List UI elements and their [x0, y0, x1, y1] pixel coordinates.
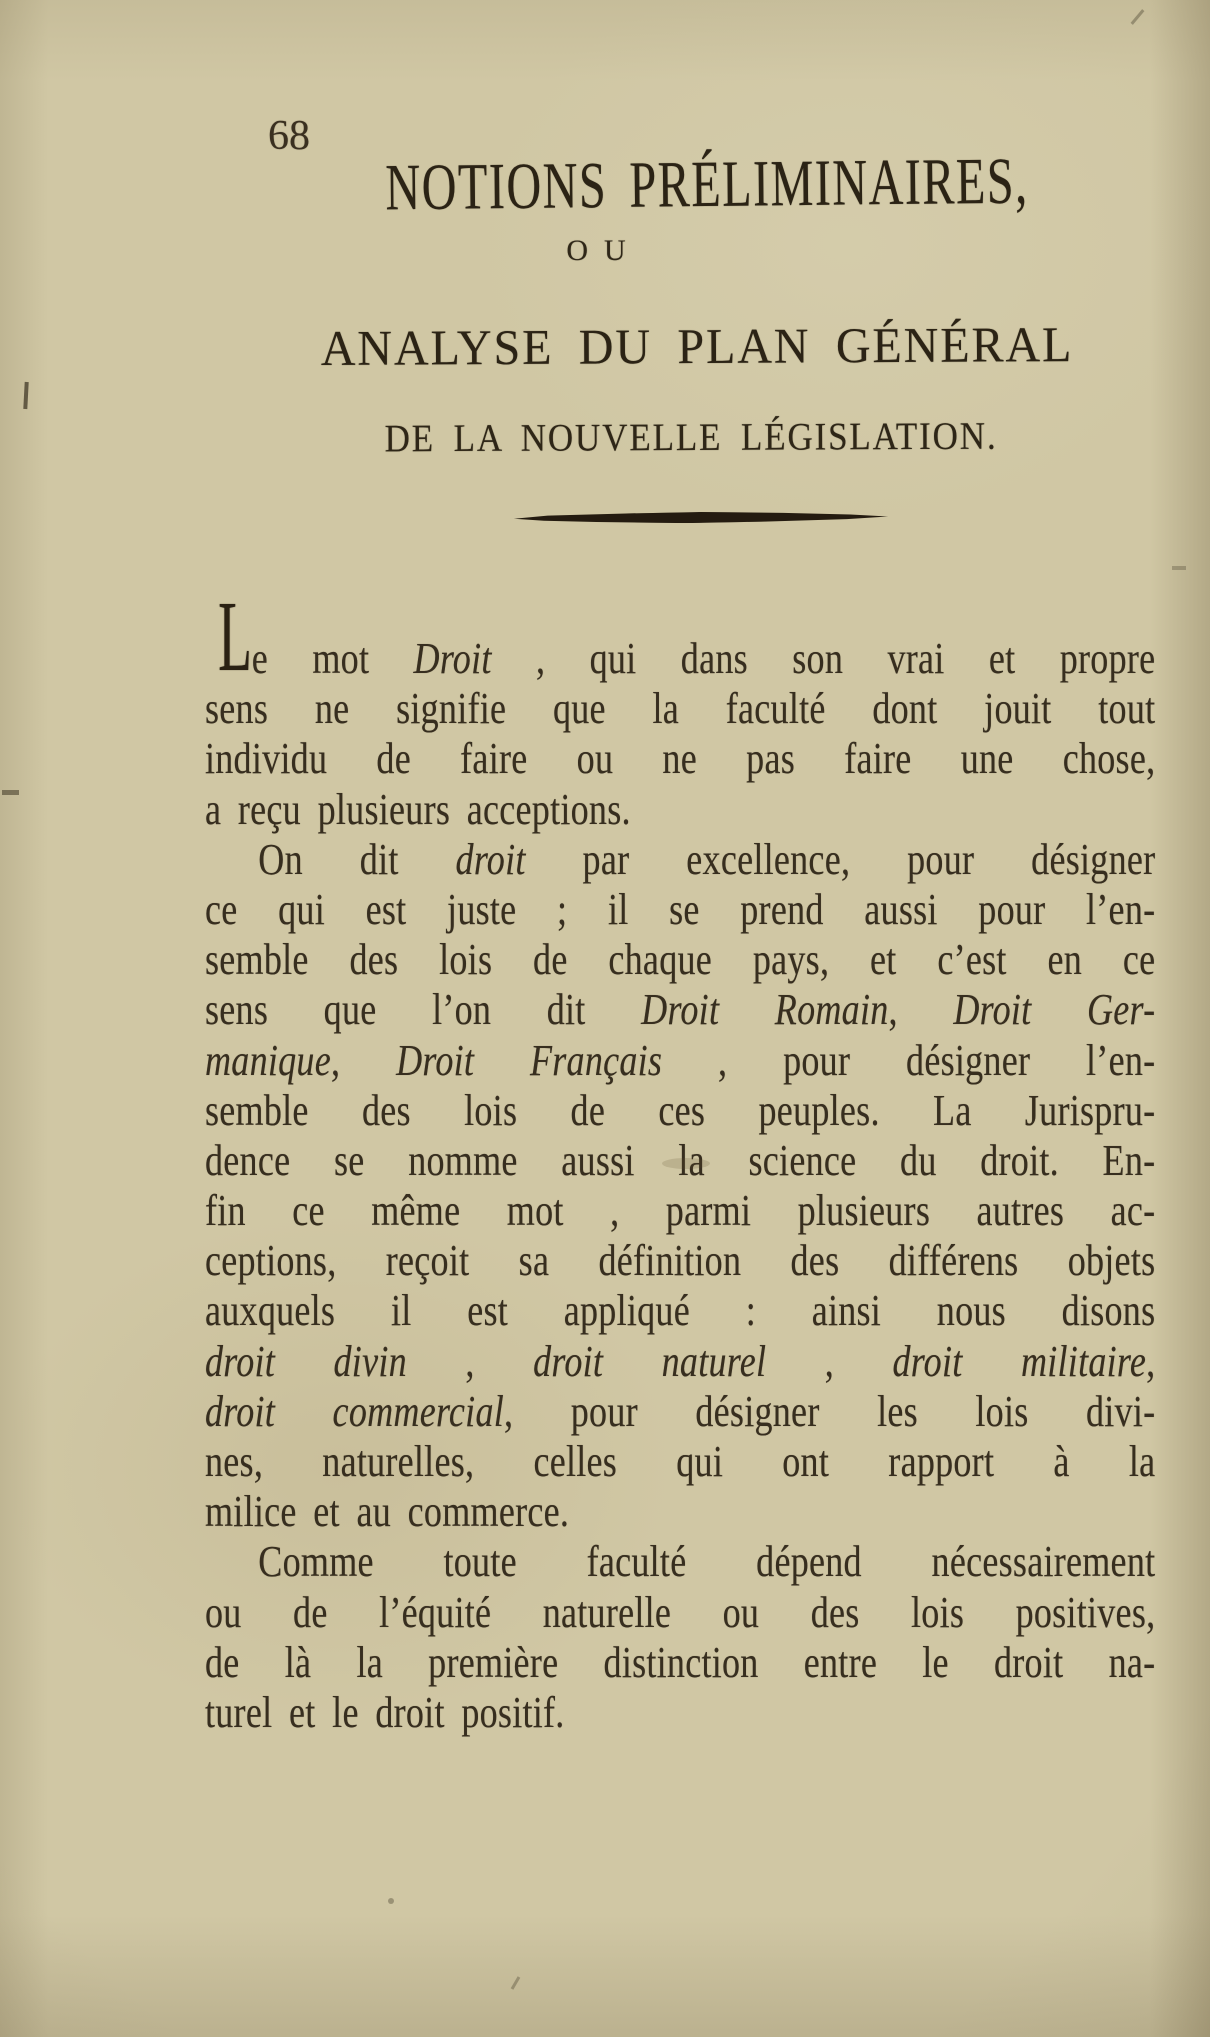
text-line: auxquels il est appliqué : ainsi nous disons — [205, 1286, 1156, 1336]
text-line: On dit droit par excellence, pour désigner — [258, 834, 1156, 884]
scan-smudge — [662, 1158, 710, 1169]
text-line: ou de l’équité naturelle ou des lois positives, — [205, 1587, 1156, 1637]
scan-mark — [1131, 9, 1145, 25]
text-line: a reçu plusieurs acceptions. — [205, 784, 631, 834]
scan-mark — [2, 790, 19, 795]
text-line: turel et le droit positif. — [205, 1687, 565, 1737]
text-line: L e mot Droit , qui dans son vrai et propre — [218, 580, 1156, 692]
text-line: droit commercial, pour désigner les lois divi- — [205, 1386, 1156, 1436]
text-line: fin ce même mot , parmi plusieurs autres ac- — [205, 1186, 1156, 1236]
text-line: manique, Droit Français , pour désigner l’en- — [205, 1035, 1156, 1085]
title-connector: OU — [566, 234, 642, 267]
drop-cap: L — [218, 580, 253, 692]
text-line: ce qui est juste ; il se prend aussi pour l’en- — [205, 884, 1156, 934]
text-line: droit divin , droit naturel , droit militaire, — [205, 1336, 1156, 1386]
page-number: 68 — [268, 113, 310, 159]
text-line: de là la première distinction entre le droit na- — [205, 1637, 1156, 1687]
text-line: individu de faire ou ne pas faire une chose, — [205, 734, 1156, 784]
text-line: sens que l’on dit Droit Romain, Droit Ger- — [205, 985, 1156, 1035]
subtitle: ANALYSE DU PLAN GÉNÉRAL — [320, 316, 1074, 376]
scan-mark — [388, 1898, 394, 1904]
text-line: sens ne signifie que la faculté dont jouit tout — [205, 684, 1156, 734]
text-line: milice et au commerce. — [205, 1487, 570, 1537]
scan-mark — [23, 382, 28, 409]
scan-mark — [1172, 566, 1186, 570]
main-title: NOTIONS PRÉLIMINAIRES, — [385, 144, 1029, 225]
subtitle-secondary: DE LA NOUVELLE LÉGISLATION. — [384, 414, 998, 461]
text-line: dence se nomme aussi la science du droit. En- — [205, 1135, 1156, 1185]
text-line: semble des lois de chaque pays, et c’est en ce — [205, 935, 1156, 985]
ornamental-swelled-rule — [514, 511, 888, 524]
text-line: Comme toute faculté dépend nécessairement — [258, 1537, 1156, 1587]
text-line: nes, naturelles, celles qui ont rapport à la — [205, 1437, 1156, 1486]
body-text — [205, 580, 1156, 1738]
scan-mark — [511, 1976, 521, 1990]
text-line: semble des lois de ces peuples. La Jurispru- — [205, 1085, 1156, 1135]
text-line: ceptions, reçoit sa définition des différens objets — [205, 1236, 1156, 1286]
